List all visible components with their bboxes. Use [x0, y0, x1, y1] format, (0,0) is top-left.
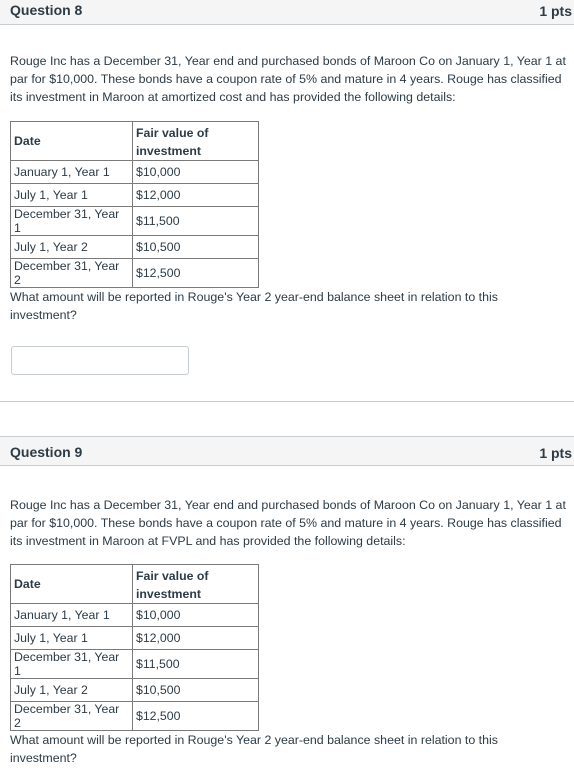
row-value: $10,500	[133, 236, 259, 259]
column-header-date: Date	[11, 565, 133, 604]
row-value: $12,500	[133, 259, 259, 288]
table-row	[11, 650, 259, 679]
row-date: January 1, Year 1	[11, 604, 133, 627]
table-row	[11, 161, 259, 184]
question-points: 1 pts	[539, 445, 572, 461]
row-date: December 31, Year 1	[11, 650, 133, 679]
table-row	[11, 184, 259, 207]
row-date: July 1, Year 2	[11, 236, 133, 259]
question-divider	[0, 401, 574, 402]
question-intro: Rouge Inc has a December 31, Year end and purchased bonds of Maroon Co on January 1, Year 1 at par for $10,000. These bonds have a coupon rate of 5% and mature in 4 years. Rouge has classified its investment in Maroon at amortized cost and has provided the following details:	[10, 54, 566, 104]
row-value: $12,500	[133, 702, 259, 731]
question-points: 1 pts	[539, 3, 572, 19]
question-9-header	[0, 436, 574, 466]
question-title: Question 8	[10, 2, 83, 18]
row-date: January 1, Year 1	[11, 161, 133, 184]
row-date: December 31, Year 2	[11, 702, 133, 731]
row-value: $11,500	[133, 207, 259, 236]
fair-value-table	[10, 564, 259, 731]
question-prompt: What amount will be reported in Rouge's Year 2 year-end balance sheet in relation to this investment?	[10, 733, 498, 765]
table-row	[11, 702, 259, 731]
question-prompt: What amount will be reported in Rouge's Year 2 year-end balance sheet in relation to this investment?	[10, 290, 498, 322]
row-value: $12,000	[133, 627, 259, 650]
table-row	[11, 679, 259, 702]
row-value: $12,000	[133, 184, 259, 207]
row-date: July 1, Year 2	[11, 679, 133, 702]
question-intro: Rouge Inc has a December 31, Year end and purchased bonds of Maroon Co on January 1, Year 1 at par for $10,000. These bonds have a coupon rate of 5% and mature in 4 years. Rouge has classified its investment in Maroon at FVPL and has provided the following details:	[10, 498, 566, 548]
column-header-fair-value: Fair value of investment	[133, 565, 259, 604]
row-date: December 31, Year 2	[11, 259, 133, 288]
row-date: July 1, Year 1	[11, 184, 133, 207]
table-row	[11, 207, 259, 236]
question-title: Question 9	[10, 444, 83, 460]
row-value: $10,000	[133, 161, 259, 184]
answer-input[interactable]	[11, 346, 189, 375]
row-value: $10,500	[133, 679, 259, 702]
table-row	[11, 259, 259, 288]
table-row	[11, 627, 259, 650]
row-value: $10,000	[133, 604, 259, 627]
row-date: December 31, Year 1	[11, 207, 133, 236]
column-header-date: Date	[11, 122, 133, 161]
row-value: $11,500	[133, 650, 259, 679]
table-row	[11, 604, 259, 627]
table-row	[11, 236, 259, 259]
column-header-fair-value: Fair value of investment	[133, 122, 259, 161]
fair-value-table	[10, 121, 259, 288]
question-8-header	[0, 0, 574, 25]
row-date: July 1, Year 1	[11, 627, 133, 650]
